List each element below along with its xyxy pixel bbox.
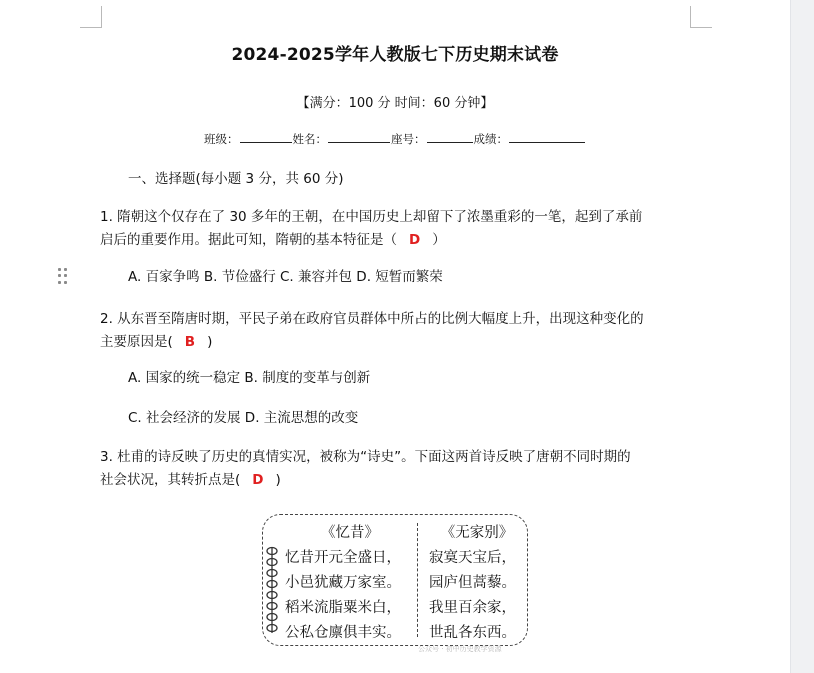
poem-divider (417, 523, 418, 637)
question-1-stem-close: ） (432, 232, 446, 248)
vertical-scrollbar[interactable] (790, 0, 814, 673)
poem-wujiabie-line-3: 我里百余家， (429, 600, 516, 616)
poem-yixi-title: 《忆昔》 (321, 525, 379, 541)
question-1-line-2 (100, 229, 700, 252)
question-2-stem-close: ) (207, 334, 213, 350)
question-3-line-1: 3. 杜甫的诗反映了历史的真情实况，被称为“诗史”。下面这两首诗反映了唐朝不同时期的 (100, 449, 631, 465)
question-3-stem-close: ) (275, 472, 281, 488)
poem-yixi (285, 521, 415, 646)
question-3 (100, 446, 700, 492)
poem-wujiabie-title: 《无家别》 (440, 525, 514, 541)
question-1 (100, 206, 700, 252)
poem-wujiabie-line-1: 寂寞天宝后， (429, 550, 516, 566)
name-blank (328, 131, 390, 143)
question-2-options-line-2: C. 社会经济的发展 D. 主流思想的改变 (128, 410, 359, 426)
question-1-options: A. 百家争鸣 B. 节俭盛行 C. 兼容并包 D. 短暂而繁荣 (128, 269, 443, 285)
question-2-options-line-1: A. 国家的统一稳定 B. 制度的变革与创新 (128, 370, 371, 386)
class-label: 班级： (204, 132, 239, 146)
poem-yixi-line-3: 稻米流脂粟米白， (285, 600, 401, 616)
question-2-line-2 (100, 331, 700, 354)
poem-yixi-line-1: 忆昔开元全盛日， (285, 550, 401, 566)
question-1-line-1: 1. 隋朝这个仅存在了 30 多年的王朝，在中国历史上却留下了浓墨重彩的一笔，起到了承前 (100, 209, 643, 225)
seat-blank (427, 131, 473, 143)
question-3-stem-text: 社会状况，其转折点是( (100, 472, 241, 488)
score-blank (509, 131, 585, 143)
paragraph-drag-handle-icon[interactable] (58, 268, 68, 284)
section-heading: 一、选择题(每小题 3 分，共 60 分) (128, 171, 344, 187)
question-2-answer: B (184, 334, 196, 350)
page-corner-mark-top-right (690, 6, 712, 28)
question-3-line-2 (100, 469, 700, 492)
exam-meta: 【满分：100 分 时间：60 分钟】 (296, 96, 494, 111)
question-2-line-1: 2. 从东晋至隋唐时期，平民子弟在政府官员群体中所占的比例大幅度上升，出现这种变化的 (100, 311, 644, 327)
poem-yixi-line-4: 公私仓廪俱丰实。 (285, 625, 401, 641)
score-label: 成绩： (473, 132, 508, 146)
poem-figure (262, 514, 528, 646)
question-2-stem-text: 主要原因是( (100, 334, 173, 350)
spiral-binding-icon (265, 545, 279, 635)
question-2 (100, 308, 700, 354)
poem-wujiabie-line-4: 世乱各东西。 (429, 625, 516, 641)
poem-wujiabie (429, 521, 525, 646)
question-1-answer: D (409, 232, 421, 248)
student-info-fields (100, 131, 690, 147)
poem-wujiabie-line-2: 园庐但蒿藜。 (429, 575, 516, 591)
poem-yixi-line-2: 小邑犹藏万家室。 (285, 575, 401, 591)
question-1-stem-text: 启后的重要作用。据此可知，隋朝的基本特征是（ (100, 232, 397, 248)
seat-label: 座号： (391, 132, 426, 146)
class-blank (240, 131, 292, 143)
document-title: 2024-2025学年人教版七下历史期末试卷 (231, 45, 559, 65)
watermark-text: 公众号 · 初中历史教学资源 (418, 645, 502, 653)
name-label: 姓名： (292, 132, 327, 146)
page-corner-mark-top-left (80, 6, 102, 28)
question-3-answer: D (252, 472, 264, 488)
